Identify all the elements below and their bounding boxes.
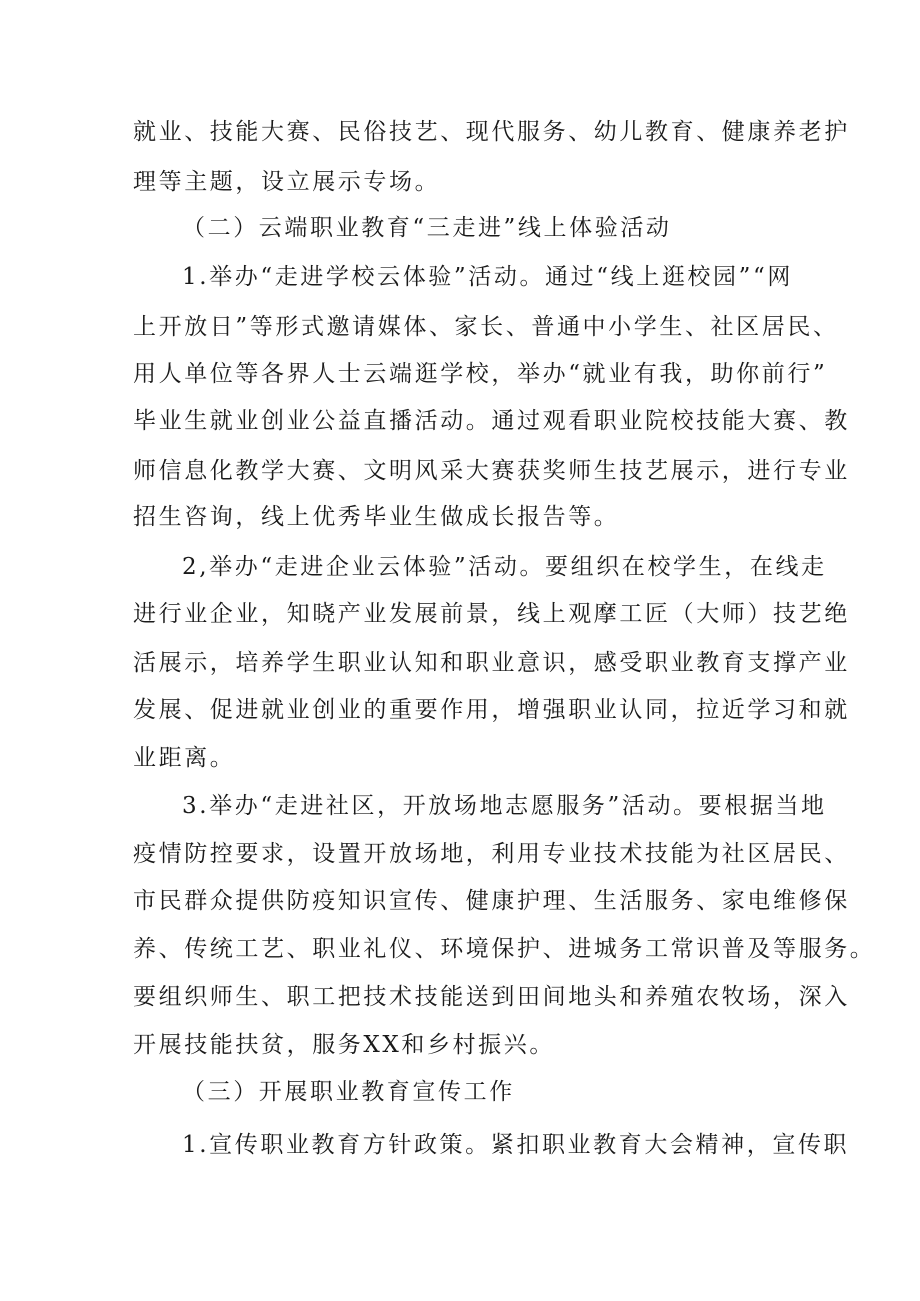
text-line: 理等主题，设立展示专场。: [133, 169, 441, 195]
text-line: 1.举办“走进学校云体验”活动。通过“线上逛校园”“网: [182, 264, 793, 290]
text-line: 疫情防控要求，设置开放场地，利用专业技术技能为社区居民、: [133, 841, 850, 867]
text-line: 上开放日”等形式邀请媒体、家长、普通中小学生、社区居民、: [133, 314, 839, 340]
text-line: 就业、技能大赛、民俗技艺、现代服务、幼儿教育、健康养老护: [133, 119, 850, 145]
text-line: 要组织师生、职工把技术技能送到田间地头和养殖农牧场，深入: [133, 984, 850, 1010]
text-line: 开展技能扶贫，服务XX和乡村振兴。: [133, 1032, 555, 1058]
text-line: 活展示，培养学生职业认知和职业意识，感受职业教育支撑产业: [133, 650, 850, 676]
section-heading: （三）开展职业教育宣传工作: [182, 1079, 515, 1105]
text-line: 1.宣传职业教育方针政策。紧扣职业教育大会精神，宣传职: [182, 1132, 850, 1158]
text-line: 用人单位等各界人士云端逛学校，举办“就业有我，助你前行”: [133, 361, 828, 387]
text-line: 发展、促进就业创业的重要作用，增强职业认同，拉近学习和就: [133, 697, 850, 723]
text-line: 养、传统工艺、职业礼仪、环境保护、进城务工常识普及等服务。: [133, 936, 876, 962]
section-heading: （二）云端职业教育“三走进”线上体验活动: [182, 215, 672, 241]
text-line: 3.举办“走进社区，开放场地志愿服务”活动。要根据当地: [182, 793, 827, 819]
text-line: 进行业企业，知晓产业发展前景，线上观摩工匠（大师）技艺绝: [133, 601, 850, 627]
text-line: 市民群众提供防疫知识宣传、健康护理、生活服务、家电维修保: [133, 888, 850, 914]
text-line: 师信息化教学大赛、文明风采大赛获奖师生技艺展示，进行专业: [133, 458, 850, 484]
text-line: 毕业生就业创业公益直播活动。通过观看职业院校技能大赛、教: [133, 408, 850, 434]
text-line: 业距离。: [133, 745, 236, 771]
text-line: 招生咨询，线上优秀毕业生做成长报告等。: [133, 504, 620, 530]
text-line: 2,举办“走进企业云体验”活动。要组织在校学生，在线走: [182, 554, 827, 580]
